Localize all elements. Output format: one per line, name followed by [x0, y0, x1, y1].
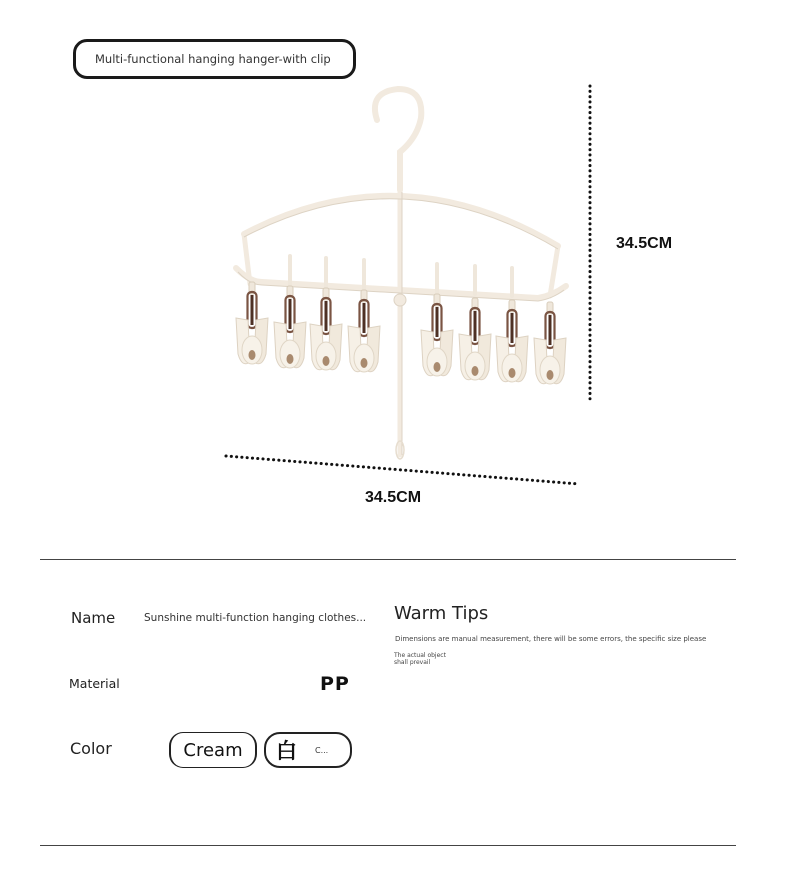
color-option-cream-label: Cream [183, 739, 243, 761]
clip [534, 302, 566, 384]
divider-top [40, 559, 736, 560]
clip [310, 288, 342, 370]
clip [421, 294, 453, 376]
spec-color-label: Color [70, 739, 112, 758]
spec-name-label: Name [71, 609, 116, 627]
color-option-white[interactable] [264, 732, 352, 768]
color-option-white-label: C... [315, 745, 329, 755]
width-dimension-dots [226, 456, 579, 484]
divider-bottom [40, 845, 736, 846]
color-option-cream[interactable] [169, 732, 257, 768]
color-option-white-cjk: 白 [276, 739, 297, 763]
clip [348, 290, 380, 372]
width-dimension-label: 34.5CM [365, 489, 422, 506]
clip [274, 286, 306, 368]
warm-tips-title: Warm Tips [394, 603, 489, 624]
warm-tips-note: The actual object shall prevail [394, 652, 446, 666]
clip [496, 300, 528, 382]
spec-name-value: Sunshine multi-function hanging clothes... [144, 612, 367, 624]
hanger-frame [236, 89, 566, 455]
spec-material-value: PP [320, 673, 350, 695]
product-title: Multi-functional hanging hanger-with clip [95, 52, 331, 66]
warm-tips-text: Dimensions are manual measurement, there will be some errors, the specific size please [395, 635, 707, 643]
clip [459, 298, 491, 380]
clip [236, 282, 268, 364]
height-dimension-label: 34.5CM [616, 235, 673, 252]
hanger-center-joint [394, 294, 406, 306]
spec-material-label: Material [69, 676, 120, 691]
